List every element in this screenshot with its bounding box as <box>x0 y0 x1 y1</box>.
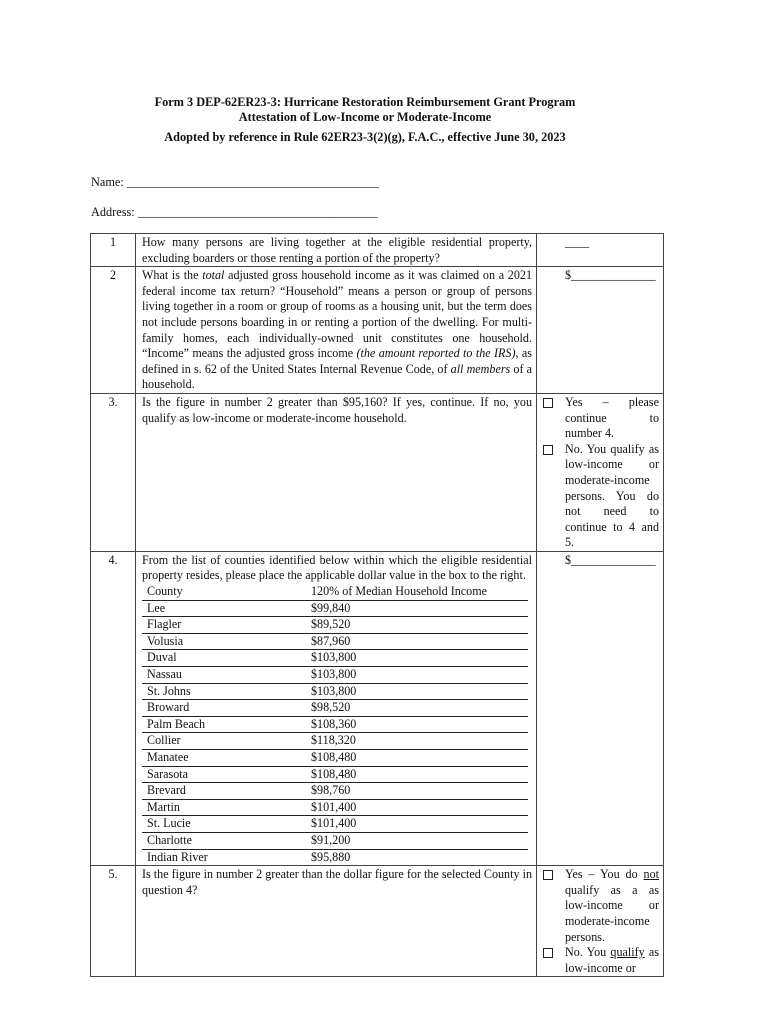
county-row <box>142 717 528 734</box>
county-name: Flagler <box>147 617 182 632</box>
county-income-value: $108,480 <box>311 750 357 764</box>
county-row <box>142 601 528 618</box>
question-instructions: From the list of counties identified below within which the eligible residential property resides, please place the applicable dollar value in the box to the right. <box>142 552 532 583</box>
county-row <box>142 816 528 833</box>
persons-answer-field[interactable]: ____ <box>537 234 664 267</box>
county-name: St. Johns <box>147 683 191 698</box>
county-value-answer-field[interactable]: $______________ <box>537 551 664 865</box>
county-income-value: $98,760 <box>311 783 351 798</box>
address-field[interactable]: Address: _______________________________________ <box>91 205 378 219</box>
county-row <box>142 850 528 866</box>
no-option[interactable]: No. You qualify as low-income or moderate-income persons. You do not need to continue to 4 and 5. <box>537 442 663 551</box>
question-number: 4. <box>91 551 136 865</box>
county-name: Lee <box>147 600 166 615</box>
county-income-value: $103,800 <box>311 683 357 698</box>
yes-option[interactable]: Yes – please continue to number 4. <box>537 395 663 442</box>
county-row <box>142 634 528 651</box>
county-name: Sarasota <box>147 766 188 781</box>
county-column-header: County <box>147 584 183 599</box>
checkbox[interactable] <box>543 948 553 958</box>
county-income-value: $101,400 <box>311 799 357 814</box>
question-text: How many persons are living together at the eligible residential property, excluding boarders or those renting a portion of the property? <box>136 234 537 267</box>
question-text: What is the total adjusted gross household income as it was claimed on a 2021 federal income tax return? “Household” means a person or group of persons living together in a room or group of rooms as a housing unit, but the term does not include persons boarding in or renting a portion of the dwelling. For multi-family homes, each individually-owned unit constitutes one household. “Income” means the adjusted gross income (the amount reported to the IRS), as defined in s. 62 of the United States Internal Revenue Code, of all members of a household. <box>136 267 537 394</box>
question-text: Is the figure in number 2 greater than $95,160? If yes, continue. If no, you qualify as low-income or moderate-income household. <box>136 393 537 551</box>
answer-options <box>537 393 664 551</box>
county-name: Indian River <box>147 849 208 864</box>
county-income-value: $89,520 <box>311 617 351 632</box>
county-row <box>142 767 528 784</box>
county-income-value: $99,840 <box>311 600 351 615</box>
yes-option[interactable]: Yes – You do not qualify as a as low-income or moderate-income persons. <box>537 867 663 945</box>
county-row <box>142 667 528 684</box>
county-row <box>142 800 528 817</box>
income-answer-field[interactable]: $______________ <box>537 267 664 394</box>
county-name: Charlotte <box>147 832 193 847</box>
county-name: Manatee <box>147 750 189 764</box>
county-income-value: $95,880 <box>311 849 351 864</box>
checkbox[interactable] <box>543 445 553 455</box>
county-income-value: $118,320 <box>311 733 356 748</box>
adoption-note: Adopted by reference in Rule 62ER23-3(2)(g), F.A.C., effective June 30, 2023 <box>164 130 566 144</box>
question-row-5 <box>91 866 664 977</box>
question-row-1 <box>91 234 664 267</box>
county-name: Volusia <box>147 633 184 648</box>
question-text <box>136 551 537 865</box>
county-row <box>142 617 528 634</box>
question-number: 5. <box>91 866 136 977</box>
income-column-header: 120% of Median Household Income <box>311 584 487 599</box>
county-income-value: $98,520 <box>311 700 351 715</box>
county-table-header <box>142 584 528 601</box>
county-income-value: $108,360 <box>311 716 357 731</box>
county-income-value: $101,400 <box>311 816 357 831</box>
county-row <box>142 700 528 717</box>
checkbox[interactable] <box>543 870 553 880</box>
county-name: Brevard <box>147 783 186 798</box>
county-row <box>142 783 528 800</box>
answer-options <box>537 866 664 977</box>
county-name: St. Lucie <box>147 816 191 831</box>
question-row-4 <box>91 551 664 865</box>
county-name: Nassau <box>147 667 182 682</box>
county-income-value: $87,960 <box>311 633 351 648</box>
question-text: Is the figure in number 2 greater than the dollar figure for the selected County in question 4? <box>136 866 537 977</box>
county-income-value: $103,800 <box>311 667 357 682</box>
county-name: Duval <box>147 650 177 665</box>
county-row <box>142 684 528 701</box>
form-title: Form 3 DEP-62ER23-3: Hurricane Restoration Reimbursement Grant Program <box>154 95 576 109</box>
county-name: Palm Beach <box>147 716 206 731</box>
question-number: 3. <box>91 393 136 551</box>
name-field[interactable]: Name: _________________________________________ <box>91 175 379 189</box>
county-row <box>142 733 528 750</box>
county-income-value: $108,480 <box>311 766 357 781</box>
county-row <box>142 750 528 767</box>
county-income-value: $91,200 <box>311 832 351 847</box>
question-row-3 <box>91 393 664 551</box>
county-row <box>142 650 528 667</box>
question-number: 2 <box>91 267 136 394</box>
county-list <box>142 601 532 866</box>
question-row-2 <box>91 267 664 394</box>
no-option[interactable]: No. You qualify as low-income or <box>537 945 663 976</box>
checkbox[interactable] <box>543 398 553 408</box>
attestation-table <box>90 233 664 977</box>
county-name: Broward <box>147 700 190 715</box>
county-row <box>142 833 528 850</box>
county-income-value: $103,800 <box>311 650 357 665</box>
county-name: Martin <box>147 799 180 814</box>
county-name: Collier <box>147 733 181 748</box>
question-number: 1 <box>91 234 136 267</box>
form-subtitle: Attestation of Low-Income or Moderate-Income <box>238 110 492 124</box>
